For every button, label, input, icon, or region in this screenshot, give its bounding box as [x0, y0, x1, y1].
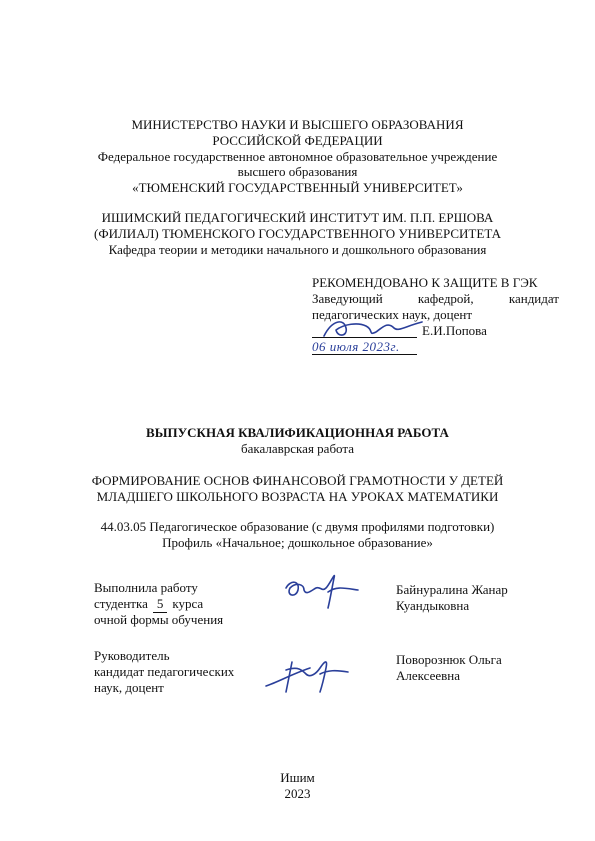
program-line-2: Профиль «Начальное; дошкольное образование» — [162, 535, 433, 550]
approval-head-degree: педагогических наук, доцент — [312, 307, 473, 322]
student-course-number: 5 — [153, 596, 167, 613]
department-name: Кафедра теории и методики начального и дошкольного образования — [108, 242, 487, 257]
student-label-line-2 — [94, 596, 203, 613]
footer-year: 2023 — [284, 786, 311, 801]
supervisor-label-line-3: наук, доцент — [94, 680, 164, 695]
student-label-line-3: очной формы обучения — [94, 612, 224, 627]
ministry-line-1: МИНИСТЕРСТВО НАУКИ И ВЫСШЕГО ОБРАЗОВАНИЯ — [131, 117, 464, 132]
approval-head-name: Е.И.Попова — [422, 323, 487, 338]
student-signature — [282, 566, 362, 614]
approval-date: 06 июля 2023г. — [312, 339, 400, 354]
supervisor-name-line-2: Алексеевна — [396, 668, 460, 683]
approval-position-word-1: Заведующий — [312, 291, 383, 306]
program-line-1: 44.03.05 Педагогическое образование (с двумя профилями подготовки) — [100, 519, 495, 534]
student-label-prefix: студентка — [94, 596, 148, 611]
approval-position-word-2: кафедрой, — [417, 291, 474, 306]
work-title-line-2: МЛАДШЕГО ШКОЛЬНОГО ВОЗРАСТА НА УРОКАХ МАТЕМАТИКИ — [96, 489, 499, 504]
supervisor-signature — [262, 652, 358, 696]
student-label-line-1: Выполнила работу — [94, 580, 198, 595]
work-subtype: бакалаврская работа — [241, 441, 354, 456]
supervisor-name-line-1: Поворознюк Ольга — [396, 652, 502, 667]
supervisor-label-line-2: кандидат педагогических — [94, 664, 235, 679]
work-title-line-1: ФОРМИРОВАНИЕ ОСНОВ ФИНАНСОВОЙ ГРАМОТНОСТИ У ДЕТЕЙ — [91, 473, 504, 488]
approval-title: РЕКОМЕНДОВАНО К ЗАЩИТЕ В ГЭК — [312, 275, 538, 290]
supervisor-label-line-1: Руководитель — [94, 648, 170, 663]
university-name: «ТЮМЕНСКИЙ ГОСУДАРСТВЕННЫЙ УНИВЕРСИТЕТ» — [132, 180, 463, 195]
institution-type-line-1: Федеральное государственное автономное образовательное учреждение — [97, 149, 498, 164]
student-name-line-2: Куандыковна — [396, 598, 470, 613]
work-type: ВЫПУСКНАЯ КВАЛИФИКАЦИОННАЯ РАБОТА — [146, 425, 449, 440]
student-label-suffix: курса — [172, 596, 204, 611]
footer-city: Ишим — [280, 770, 315, 785]
institute-line-1: ИШИМСКИЙ ПЕДАГОГИЧЕСКИЙ ИНСТИТУТ ИМ. П.П. ЕРШОВА — [101, 210, 494, 225]
student-name-line-1: Байнуралина Жанар — [396, 582, 508, 597]
head-of-department-signature — [318, 314, 428, 344]
institution-type-line-2: высшего образования — [237, 164, 358, 179]
institute-line-2: (ФИЛИАЛ) ТЮМЕНСКОГО ГОСУДАРСТВЕННОГО УНИВЕРСИТЕТА — [94, 226, 501, 241]
ministry-line-2: РОССИЙСКОЙ ФЕДЕРАЦИИ — [212, 133, 383, 148]
approval-date-underline — [312, 354, 417, 355]
approval-head-position — [312, 291, 559, 307]
approval-position-word-3: кандидат — [508, 291, 559, 306]
